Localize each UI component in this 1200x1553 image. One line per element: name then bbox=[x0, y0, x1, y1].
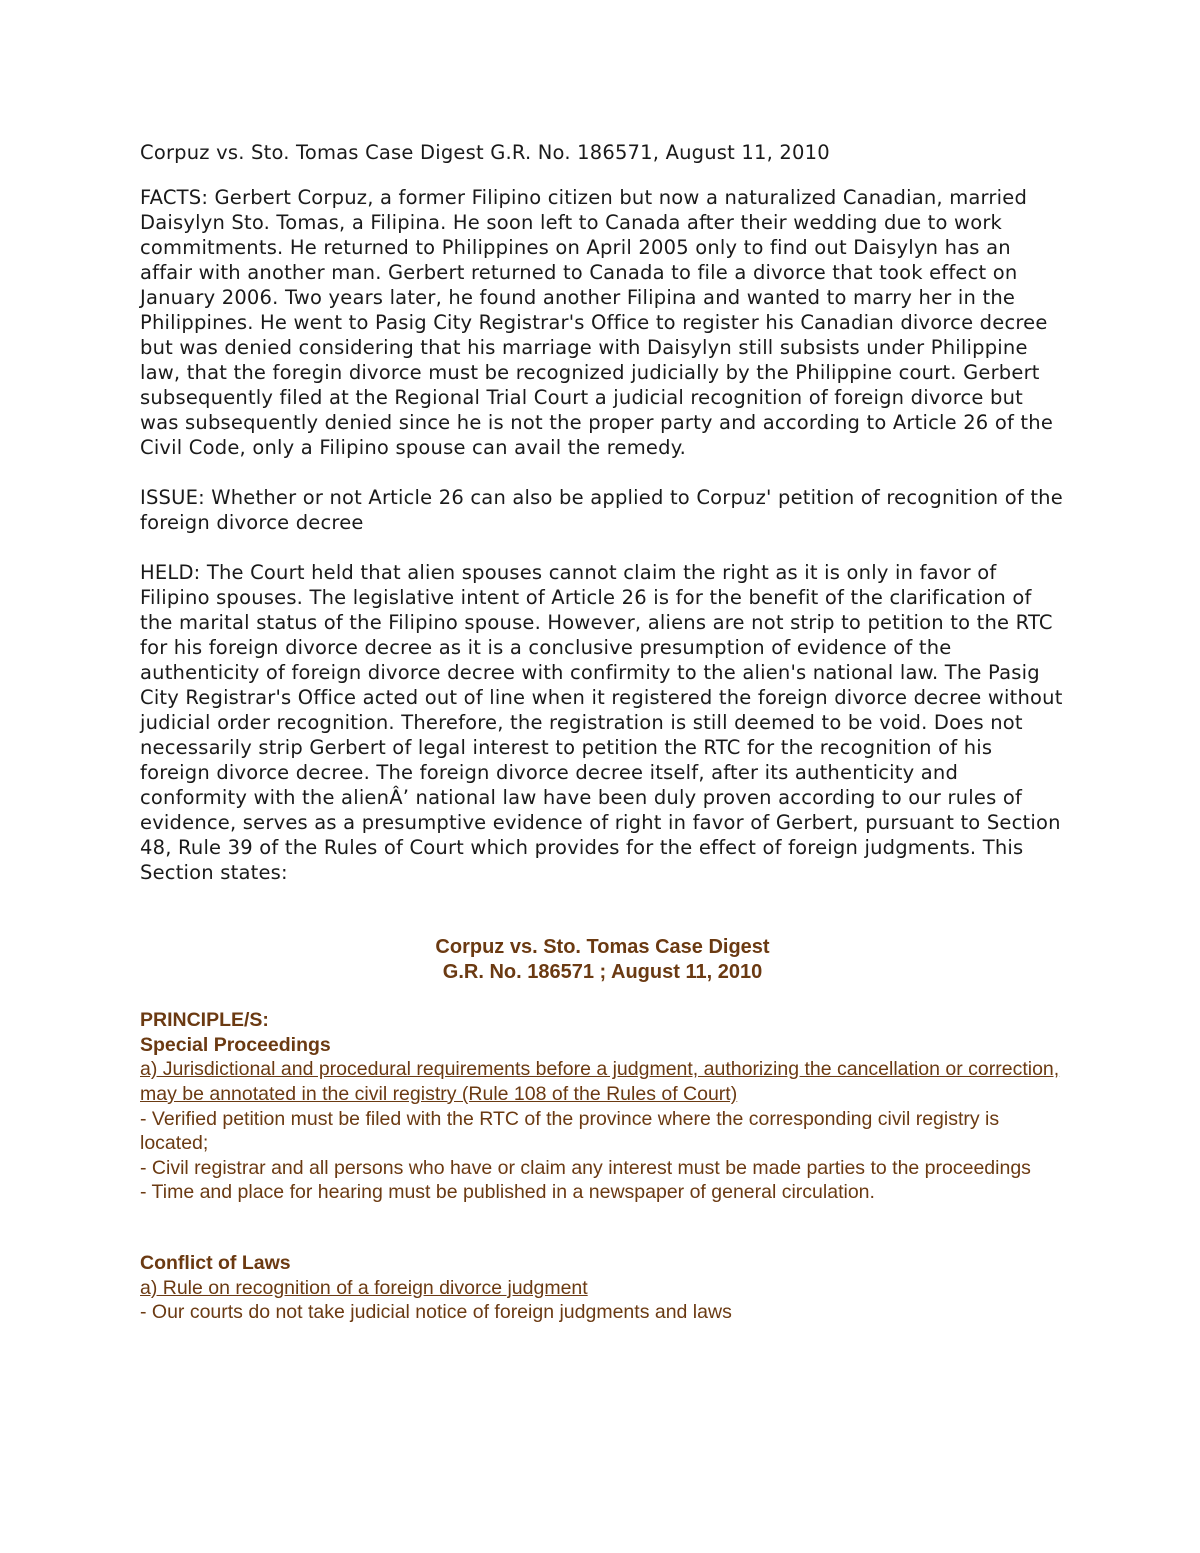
conflict-of-laws-item: - Our courts do not take judicial notice of foreign judgments and laws bbox=[140, 1301, 732, 1324]
document-heading: Corpuz vs. Sto. Tomas Case Digest G.R. No. 186571, August 11, 2010 bbox=[140, 141, 830, 164]
special-proceedings-item: - Time and place for hearing must be published in a newspaper of general circulation. bbox=[140, 1181, 875, 1204]
facts-paragraph: FACTS: Gerbert Corpuz, a former Filipino citizen but now a naturalized Canadian, married Daisylyn Sto. Tomas, a Filipina. He soon left to Canada after their wedding due to work commitments. He returned to Philippines on April 2005 only to find out Daisylyn has an affair with another man. Gerbert returned to Canada to file a divorce that took effect on January 2006. Two years later, he found another Filipina and wanted to marry her in the Philippines. He went to Pasig City Registrar's Office to register his Canadian divorce decree but was denied considering that his marriage with Daisylyn still subsists under Philippine law, that the foregin divorce must be recognized judicially by the Philippine court. Gerbert subsequently filed at the Regional Trial Court a judicial recognition of foreign divorce but was subsequently denied since he is not the proper party and according to Article 26 of the Civil Code, only a Filipino spouse can avail the remedy. bbox=[140, 186, 1054, 459]
issue-paragraph: ISSUE: Whether or not Article 26 can also be applied to Corpuz' petition of recognition of the foreign divorce decree bbox=[140, 486, 1063, 534]
special-proceedings-item: - Verified petition must be filed with the RTC of the province where the corresponding civil registry is located; bbox=[140, 1107, 1000, 1155]
special-proceedings-rule: a) Jurisdictional and procedural requirements before a judgment, authorizing the cancellation or correction, may be annotated in the civil registry (Rule 108 of the Rules of Court) bbox=[140, 1058, 1060, 1105]
digest-section bbox=[140, 935, 1065, 1325]
special-proceedings-item: - Civil registrar and all persons who have or claim any interest must be made parties to the proceedings bbox=[140, 1156, 1031, 1179]
document-page bbox=[140, 140, 1065, 1325]
digest-citation: G.R. No. 186571 ; August 11, 2010 bbox=[442, 960, 763, 983]
conflict-of-laws-rule: a) Rule on recognition of a foreign divorce judgment bbox=[140, 1276, 588, 1299]
conflict-of-laws-heading: Conflict of Laws bbox=[140, 1251, 291, 1274]
principle-heading: PRINCIPLE/S: bbox=[140, 1009, 269, 1032]
digest-title: Corpuz vs. Sto. Tomas Case Digest bbox=[435, 936, 770, 958]
summary-section bbox=[140, 140, 1065, 885]
held-paragraph: HELD: The Court held that alien spouses cannot claim the right as it is only in favor of Filipino spouses. The legislative intent of Article 26 is for the benefit of the clarification of the marital status of the Filipino spouse. However, aliens are not strip to petition to the RTC for his foreign divorce decree as it is a conclusive presumption of evidence of the authenticity of foreign divorce decree with confirmity to the alien's national law. The Pasig City Registrar's Office acted out of line when it registered the foreign divorce decree without judicial order recognition. Therefore, the registration is still deemed to be void. Does not necessarily strip Gerbert of legal interest to petition the RTC for the recognition of his foreign divorce decree. The foreign divorce decree itself, after its authenticity and conformity with the alienÂ’ national law have been duly proven according to our rules of evidence, serves as a presumptive evidence of right in favor of Gerbert, pursuant to Section 48, Rule 39 of the Rules of Court which provides for the effect of foreign judgments. This Section states: bbox=[140, 561, 1063, 884]
special-proceedings-heading: Special Proceedings bbox=[140, 1033, 331, 1056]
